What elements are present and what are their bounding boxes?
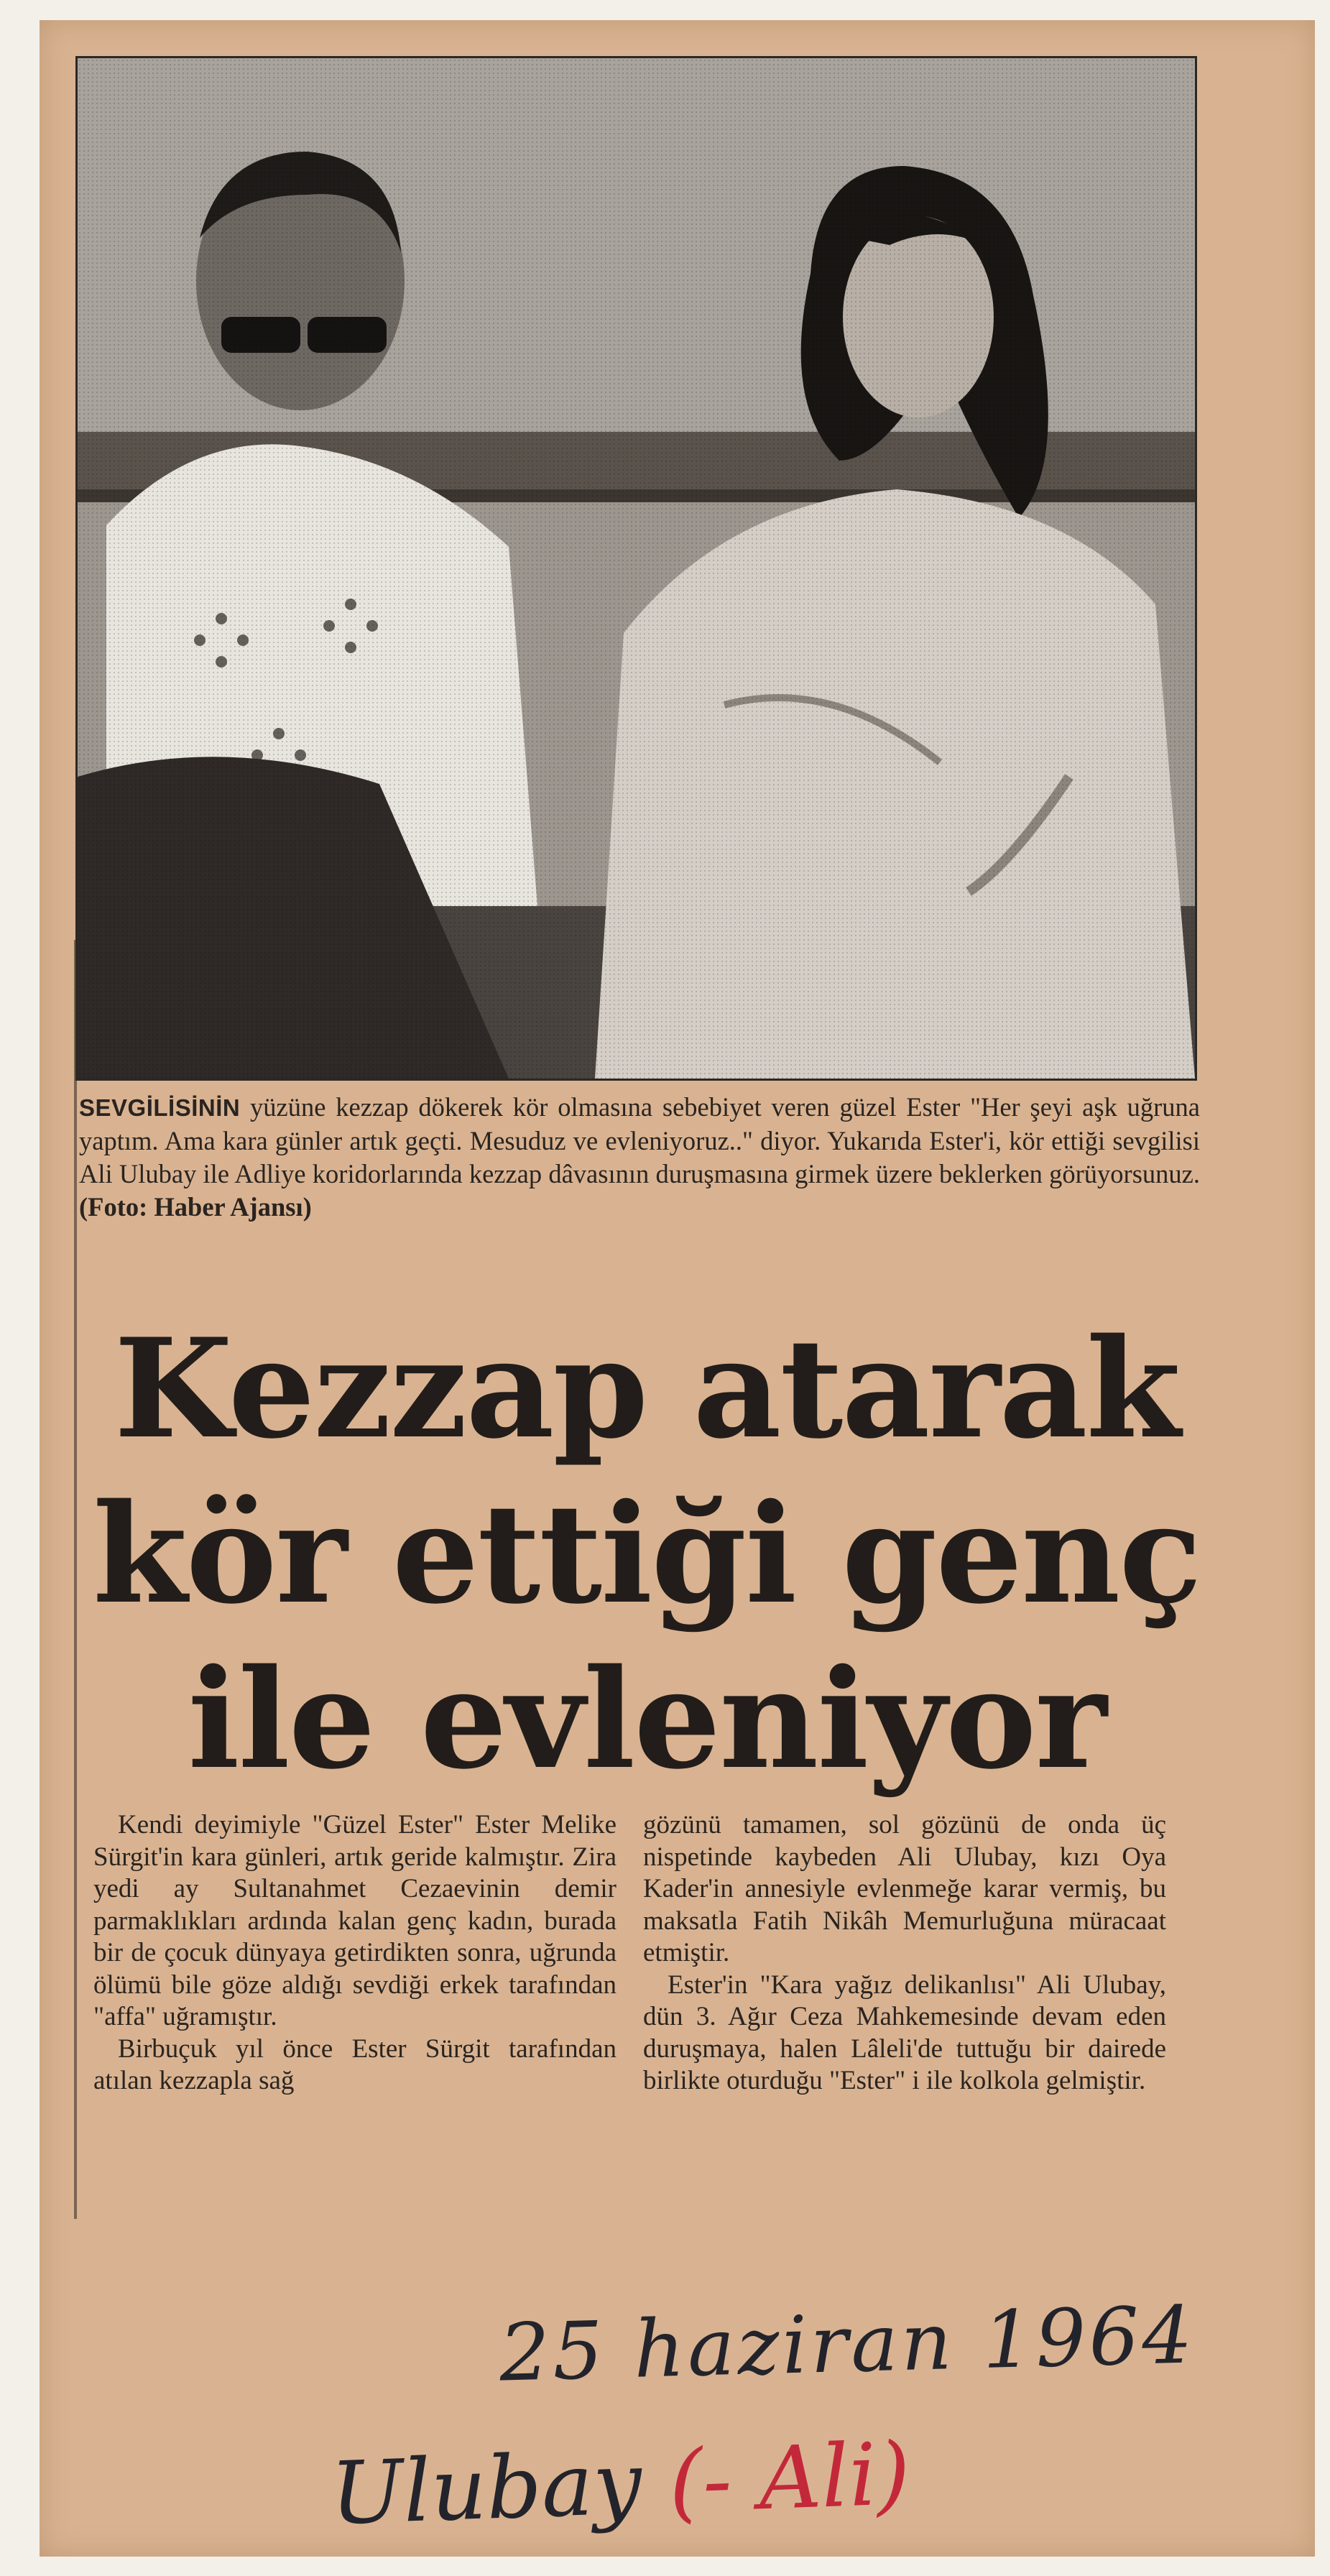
caption-lead: SEVGİLİSİNİN — [79, 1094, 241, 1121]
column-rule — [74, 940, 77, 2219]
handwritten-given-name: - Ali — [701, 2425, 879, 2531]
headline — [79, 1306, 1214, 1802]
handwritten-date: 25 haziran 1964 — [498, 2289, 1196, 2399]
newspaper-clipping — [40, 20, 1315, 2557]
article-paragraph: Kendi deyimiyle "Güzel Ester" Ester Melike Sürgit'in kara günleri, artık geride kalmıştır. Zira yedi ay Sultanahmet Cezaevinin demir parmaklıkları ardında kalan genç kadın, burada bir de çocuk dünyaya getirdikten sonra, uğrunda ölümü bile göze aldığı sevdiği erkek tarafından "affa" uğramıştır. — [93, 1810, 616, 2031]
photo-caption — [79, 1091, 1200, 1224]
article-paragraph: Birbuçuk yıl önce Ester Sürgit tarafından atılan kezzapla sağ — [93, 2033, 616, 2095]
article-column-right — [643, 1809, 1166, 2097]
headline-line-3: ile evleniyor — [188, 1639, 1106, 1799]
photo-credit: (Foto: Haber Ajansı) — [79, 1192, 312, 1222]
article-column-left — [93, 1809, 616, 2097]
handwritten-surname: Ulubay — [328, 2434, 644, 2545]
article-paragraph: Ester'in "Kara yağız delikanlısı" Ali Ulubay, dün 3. Ağır Ceza Mahkemesinde devam eden duruşmaya, halen Lâleli'de tuttuğu bir dairede birlikte oturduğu "Ester" i ile kolkola gelmiştir. — [643, 1970, 1166, 2095]
caption-text: yüzüne kezzap dökerek kör olmasına sebebiyet veren güzel Ester "Her şeyi aşk uğruna yaptım. Ama kara günler artık geçti. Mesuduz ve evleniyoruz.." diyor. Yukarıda Ester'i, kör ettiği sevgilisi Ali Ulubay ile Adliye koridorlarında kezzap dâvasının duruşmasına girmek üzere beklerken görüyorsunuz. — [79, 1092, 1200, 1188]
headline-line-1: Kezzap atarak — [114, 1308, 1180, 1469]
headline-line-2: kör ettiği genç — [93, 1474, 1201, 1634]
red-paren-open: ( — [667, 2432, 705, 2533]
article-paragraph: gözünü tamamen, sol gözünü de onda üç nispetinde kaybeden Ali Ulubay, kızı Oya Kader'in annesiyle evlenmeğe karar vermiş, bu maksatla Fatih Nikâh Memurluğuna müracaat etmiştir. — [643, 1810, 1166, 1967]
red-paren-close: ) — [874, 2424, 913, 2526]
handwritten-name — [329, 2424, 912, 2544]
photo-illustration — [78, 58, 1195, 1079]
news-photo — [75, 56, 1197, 1081]
